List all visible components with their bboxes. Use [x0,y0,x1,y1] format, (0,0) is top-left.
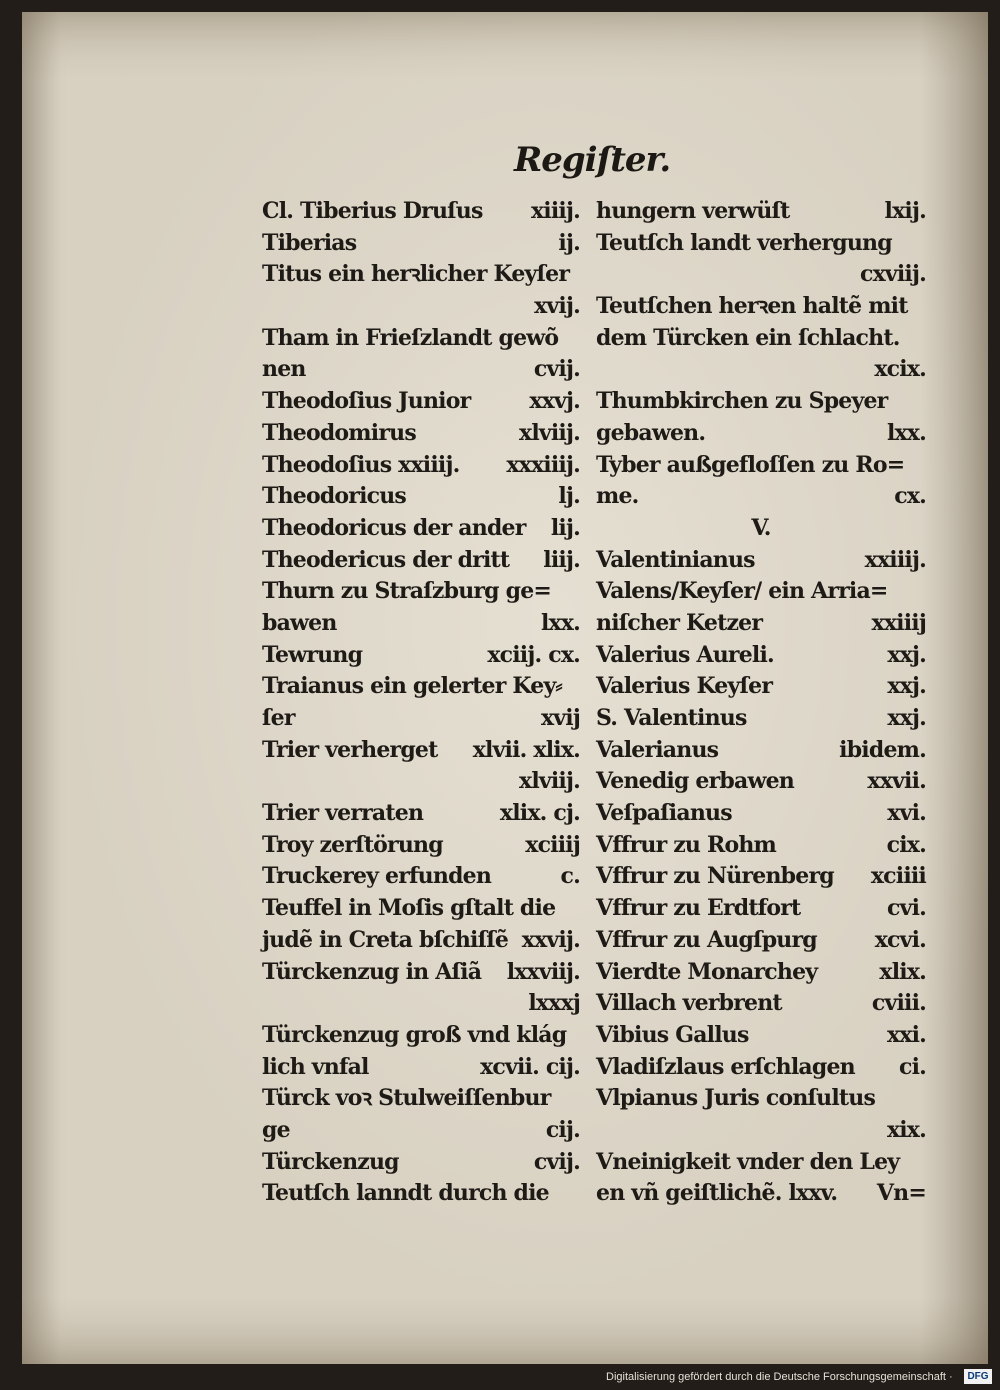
register-entry [596,545,926,577]
register-entry [262,671,580,703]
entry-page-reference: cxviij. [859,261,926,288]
entry-text: S. Valentinus [596,705,747,731]
entry-text: Teutſch lanndt durch die [262,1180,549,1207]
entry-text: Tiberias [262,229,357,256]
entry-page-reference: liij. [543,546,580,573]
entry-text: Tyber außgefloſſen zu Ro= [596,451,905,478]
register-entry [596,798,926,830]
register-entry [262,988,580,1020]
page-heading: Regiſter. [514,140,671,180]
register-entry [596,1083,926,1115]
entry-page-reference: xciiij [525,831,580,858]
register-entry [596,228,926,260]
register-entry [262,1083,580,1115]
entry-text: Valentinianus [596,546,755,573]
register-entry [596,957,926,989]
entry-text: en vñ geiſtlichẽ. lxxv. [596,1180,838,1207]
register-entry [596,323,926,355]
entry-page-reference: cix. [886,831,926,858]
register-entry [262,576,580,608]
register-entry [262,798,580,830]
register-entry [596,735,926,767]
entry-page-reference: xxi. [886,1021,926,1048]
entry-page-reference: xcvi. [874,926,926,953]
entry-text: Vibius Gallus [596,1021,749,1048]
entry-text: Vierdte Monarchey [596,958,818,985]
entry-text: Teuffel in Moſis gſtalt die [262,895,556,922]
entry-page-reference: xvi. [887,800,926,827]
digitization-credit: Digitalisierung gefördert durch die Deutsche Forschungsgemeinschaft · [606,1371,953,1383]
register-entry [262,1020,580,1052]
entry-text: Trier verraten [262,800,424,827]
register-entry [262,893,580,925]
register-entry [262,861,580,893]
register-entry [262,735,580,767]
register-entry [262,1178,580,1210]
register-entry [596,513,926,545]
register-entry [262,196,580,228]
entry-text: ge [262,1116,290,1143]
entry-page-reference: cvij. [533,1148,580,1175]
register-entry [262,1052,580,1084]
register-entry [262,323,580,355]
entry-page-reference: xcvii. cij. [480,1053,580,1080]
entry-text: Theodericus der dritt [262,546,510,573]
entry-text: Valerius Aureli. [596,641,774,668]
entry-text: gebawen. [596,419,706,446]
entry-page-reference: lxij. [884,198,926,224]
register-entry [596,830,926,862]
entry-page-reference: ci. [898,1053,926,1080]
entry-page-reference: lxxxj [528,990,580,1017]
entry-page-reference: xxj. [887,705,926,731]
entry-page-reference: lj. [558,483,580,510]
register-entry [262,1115,580,1147]
entry-page-reference: lij. [550,514,580,541]
register-column-left [262,196,580,1210]
register-entry [596,861,926,893]
entry-page-reference: xxj. [887,673,926,700]
register-entry [262,450,580,482]
register-entry [596,354,926,386]
entry-page-reference: xvij. [534,293,580,320]
entry-page-reference: Vn= [876,1180,926,1207]
register-entry [262,513,580,545]
register-entry [262,228,580,260]
entry-page-reference: xciij. cx. [487,641,580,668]
register-entry [596,925,926,957]
entry-text: Theodoricus der ander [262,514,526,541]
entry-page-reference: xxj. [887,641,926,668]
entry-text: Theodoricus [262,483,407,510]
register-entry [262,291,580,323]
register-entry [262,957,580,989]
entry-page-reference: c. [560,863,580,890]
entry-page-reference: ibidem. [839,736,926,763]
entry-page-reference: cij. [545,1116,580,1143]
register-entry [596,196,926,228]
register-entry [596,386,926,418]
register-entry [596,1052,926,1084]
entry-text: Tham in Frieſzlandt gewõ [262,324,559,351]
entry-text: Valerius Keyſer [596,673,773,700]
register-entry [262,608,580,640]
entry-text: nen [262,356,306,383]
register-entry [596,259,926,291]
dfg-logo: DFG [964,1369,992,1384]
entry-text: Valens/Keyſer/ ein Arria= [596,578,888,605]
register-entry [262,354,580,386]
entry-page-reference: xlviij. [519,419,580,446]
register-entry [596,1147,926,1179]
entry-page-reference: xxiiij. [864,546,926,573]
register-entry [262,703,580,735]
register-entry [262,386,580,418]
register-entry [262,830,580,862]
entry-page-reference: xcix. [874,356,926,383]
register-entry [596,1178,926,1210]
register-entry [262,259,580,291]
register-entry [596,766,926,798]
register-entry [596,1115,926,1147]
entry-text: Türckenzug in Aſiã [262,958,482,985]
register-entry [596,893,926,925]
entry-text: Tewrung [262,641,363,668]
entry-text: Teutſch landt verhergung [596,229,892,256]
entry-page-reference: xxxiiij. [506,451,580,478]
register-entry [596,291,926,323]
entry-text: Vffrur zu Augſpurg [596,926,817,953]
entry-text: Vladiſzlaus erſchlagen [596,1053,855,1080]
entry-page-reference: lxx. [886,419,926,446]
entry-text: bawen [262,609,337,636]
register-entry [262,481,580,513]
entry-text: Titus ein herꝛlicher Keyſer [262,261,570,288]
entry-text: Theodomirus [262,419,416,446]
entry-page-reference: xxvii. [867,768,926,795]
entry-page-reference: lxx. [540,609,580,636]
entry-page-reference: cviii. [871,990,926,1017]
register-entry [262,925,580,957]
register-entry [596,1020,926,1052]
register-entry [596,988,926,1020]
entry-text: Truckerey erfunden [262,863,492,890]
entry-text: Vneinigkeit vnder den Ley [596,1148,900,1175]
register-entry [596,481,926,513]
entry-text: hungern verwüſt [596,198,790,224]
entry-page-reference: xlix. [879,958,926,985]
entry-text: Veſpaſianus [596,800,732,827]
entry-text: Teutſchen herꝛen haltẽ mit [596,293,908,320]
entry-text: Türck voꝛ Stulweiſſenbur [262,1085,551,1112]
entry-page-reference: cx. [894,483,926,510]
entry-text: V. [751,514,771,541]
entry-text: Türckenzug groß vnd klág [262,1021,567,1048]
entry-page-reference: xlvii. xlix. [472,736,580,763]
entry-page-reference: xix. [886,1116,926,1143]
register-entry [262,545,580,577]
entry-page-reference: xlviij. [519,768,580,795]
entry-page-reference: xciiii [870,863,926,890]
entry-page-reference: xxvij. [521,926,580,953]
entry-page-reference: cvi. [887,895,926,922]
entry-text: Türckenzug [262,1148,399,1175]
register-entry [262,1147,580,1179]
entry-page-reference: cvij. [533,356,580,383]
entry-text: Vlpianus Juris conſultus [596,1085,876,1112]
register-entry [262,640,580,672]
entry-text: lich vnfal [262,1053,369,1080]
entry-text: Venedig erbawen [596,768,794,795]
entry-page-reference: ij. [558,229,580,256]
entry-text: Thurn zu Straſzburg ge= [262,578,552,605]
entry-text: niſcher Ketzer [596,609,763,636]
entry-text: Thumbkirchen zu Speyer [596,388,888,415]
entry-text: judẽ in Creta bſchiſſẽ [262,926,509,953]
register-entry [262,418,580,450]
register-entry [596,418,926,450]
entry-page-reference: xxvj. [529,388,580,415]
entry-text: Theodoſius Junior [262,388,471,415]
register-entry [596,703,926,735]
entry-text: ſer [262,705,295,731]
register-column-right [596,196,926,1210]
entry-text: Vffrur zu Nürenberg [596,863,834,890]
entry-page-reference: xlix. cj. [499,800,580,827]
register-entry [596,608,926,640]
entry-text: Vffrur zu Erdtfort [596,895,801,922]
entry-page-reference: xxiiij [871,609,926,636]
entry-text: Vffrur zu Rohm [596,831,777,858]
register-entry [596,576,926,608]
entry-text: dem Türcken ein ſchlacht. [596,324,900,351]
entry-text: Troy zerſtörung [262,831,443,858]
register-entry [262,766,580,798]
register-entry [596,450,926,482]
entry-text: Traianus ein gelerter Key⸗ [262,673,562,700]
entry-page-reference: xiiij. [530,198,580,224]
entry-page-reference: xvij [540,705,580,731]
entry-text: Theodoſius xxiiij. [262,451,460,478]
entry-text: me. [596,483,639,510]
entry-page-reference: lxxviij. [506,958,580,985]
register-entry [596,671,926,703]
entry-text: Valerianus [596,736,719,763]
entry-text: Villach verbrent [596,990,782,1017]
entry-text: Trier verherget [262,736,438,763]
register-entry [596,640,926,672]
entry-text: Cl. Tiberius Druſus [262,198,483,224]
